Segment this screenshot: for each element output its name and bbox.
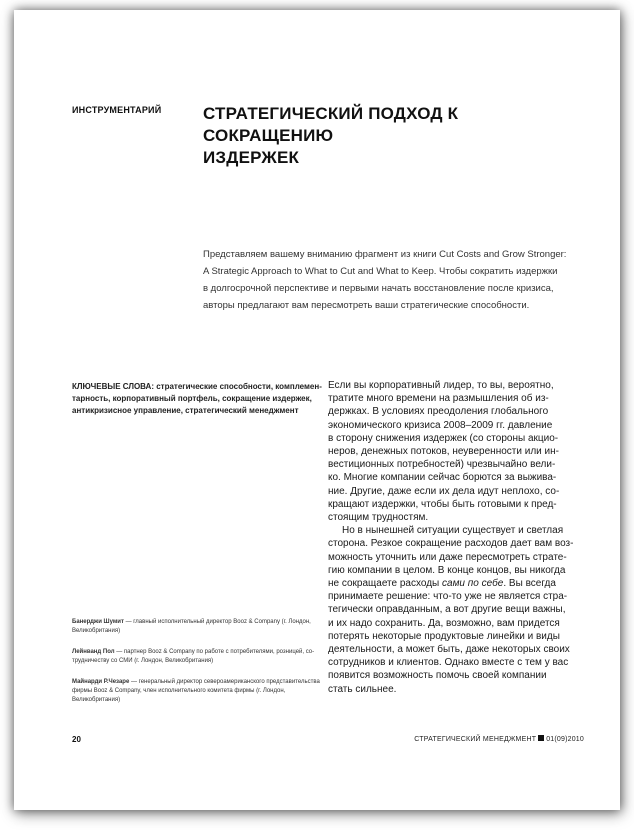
journal-footer (414, 735, 584, 743)
title-line: ИЗДЕРЖЕК (203, 148, 300, 167)
body-line: экономического кризиса 2008–2009 гг. давление (328, 419, 553, 431)
lead-line: Представляем вашему вниманию фрагмент из книги Cut Costs and Grow Stronger: (203, 249, 567, 260)
body-line: принимаете решение: что-то уже не является стра- (328, 591, 568, 603)
authors-block (72, 618, 324, 717)
body-line: потерять некоторые продуктовые линейки и виды (328, 630, 560, 642)
author-entry (72, 648, 324, 666)
body-line: сторона. Резкое сокращение расходов дает вам воз- (328, 538, 574, 550)
body-text: . Вы всегда (503, 578, 556, 590)
body-line: ко. Многие компании сейчас борются за выжива- (328, 472, 557, 484)
body-paragraph-2 (328, 524, 590, 696)
body-line: появится возможность помочь своей компании (328, 670, 547, 682)
lead-line: в долгосрочной перспективе и первыми начать восстановление после кризиса, (203, 283, 554, 294)
author-name: Банерджи Шумит (72, 619, 124, 625)
lead-line: авторы предлагают вам пересмотреть ваши стратегические способности. (203, 300, 530, 311)
keywords-block (72, 381, 322, 417)
title-line: СТРАТЕГИЧЕСКИЙ ПОДХОД К СОКРАЩЕНИЮ (203, 104, 459, 145)
body-line: держках. В условиях преодоления глобального (328, 406, 549, 418)
body-line: ние. Другие, даже если их дела идут неплохо, со- (328, 485, 560, 497)
body-line: тратите много времени на размышления об из- (328, 393, 549, 405)
author-desc: — партнер Booz & Company по работе с потребителями, розницей, со- (114, 649, 315, 655)
body-line: стать сильнее. (328, 683, 397, 695)
author-desc: Великобритания) (72, 628, 121, 634)
body-emphasis: сами по себе (442, 578, 504, 590)
author-entry (72, 618, 324, 636)
keywords-line: антикризисное управление, стратегический менеджмент (72, 406, 299, 415)
keywords-line: КЛЮЧЕВЫЕ СЛОВА: стратегические способности, комплемен- (72, 382, 322, 391)
article-body (328, 379, 590, 696)
square-icon (538, 735, 544, 741)
author-desc: трудничеству со СМИ (г. Лондон, Великобритания) (72, 658, 214, 664)
body-line: неров, денежных потоков, неуверенности или ин- (328, 446, 559, 458)
body-line: сотрудников и клиентов. Однако вместе с тем у вас (328, 657, 569, 669)
lead-line: A Strategic Approach to What to Cut and What to Keep. Чтобы сократить издержки (203, 266, 558, 277)
author-name: Лейнванд Пол (72, 649, 115, 655)
author-desc: — главный исполнительный директор Booz & Company (г. Лондон, (123, 619, 311, 625)
journal-issue: 01(09)2010 (546, 736, 584, 743)
body-line: и их надо сохранить. Да, возможно, вам придется (328, 617, 560, 629)
body-line: тегически оправданным, а вот другие вещи важны, (328, 604, 566, 616)
body-line: Если вы корпоративный лидер, то вы, вероятно, (328, 380, 554, 391)
journal-name: СТРАТЕГИЧЕСКИЙ МЕНЕДЖМЕНТ (414, 736, 537, 743)
keywords-line: тарность, корпоративный портфель, сокращение издержек, (72, 394, 312, 403)
body-line: деятельности, а может быть, даже некоторых своих (328, 644, 570, 656)
body-line: стоящим трудностям. (328, 512, 429, 524)
author-entry (72, 678, 324, 705)
body-line (328, 577, 590, 590)
section-tag: ИНСТРУМЕНТАРИЙ (72, 105, 162, 115)
body-paragraph-1 (328, 379, 590, 524)
author-desc: — генеральный директор североамериканского представительства (129, 679, 320, 685)
body-line: в сторону снижения издержек (со стороны акцио- (328, 432, 559, 444)
lead-paragraph (203, 246, 578, 314)
article-title (203, 103, 583, 169)
body-line: Но в нынешней ситуации существует и светлая (342, 525, 564, 537)
page-number: 20 (72, 735, 81, 744)
body-line: гию компании в целом. В конце концов, вы никогда (328, 564, 566, 576)
author-desc: фирмы Booz & Company, член исполнительного комитета фирмы (г. Лондон, Великобритания) (72, 688, 286, 703)
body-line: кращают издержки, чтобы быть готовыми к пред- (328, 498, 557, 510)
body-text: не сокращаете расходы (328, 578, 443, 590)
body-line: вестиционных потребностей) чрезвычайно вели- (328, 459, 556, 471)
body-line: можность уточнить или даже пересмотреть страте- (328, 551, 567, 563)
author-name: Майнарди Р.Чезаре (72, 679, 130, 685)
